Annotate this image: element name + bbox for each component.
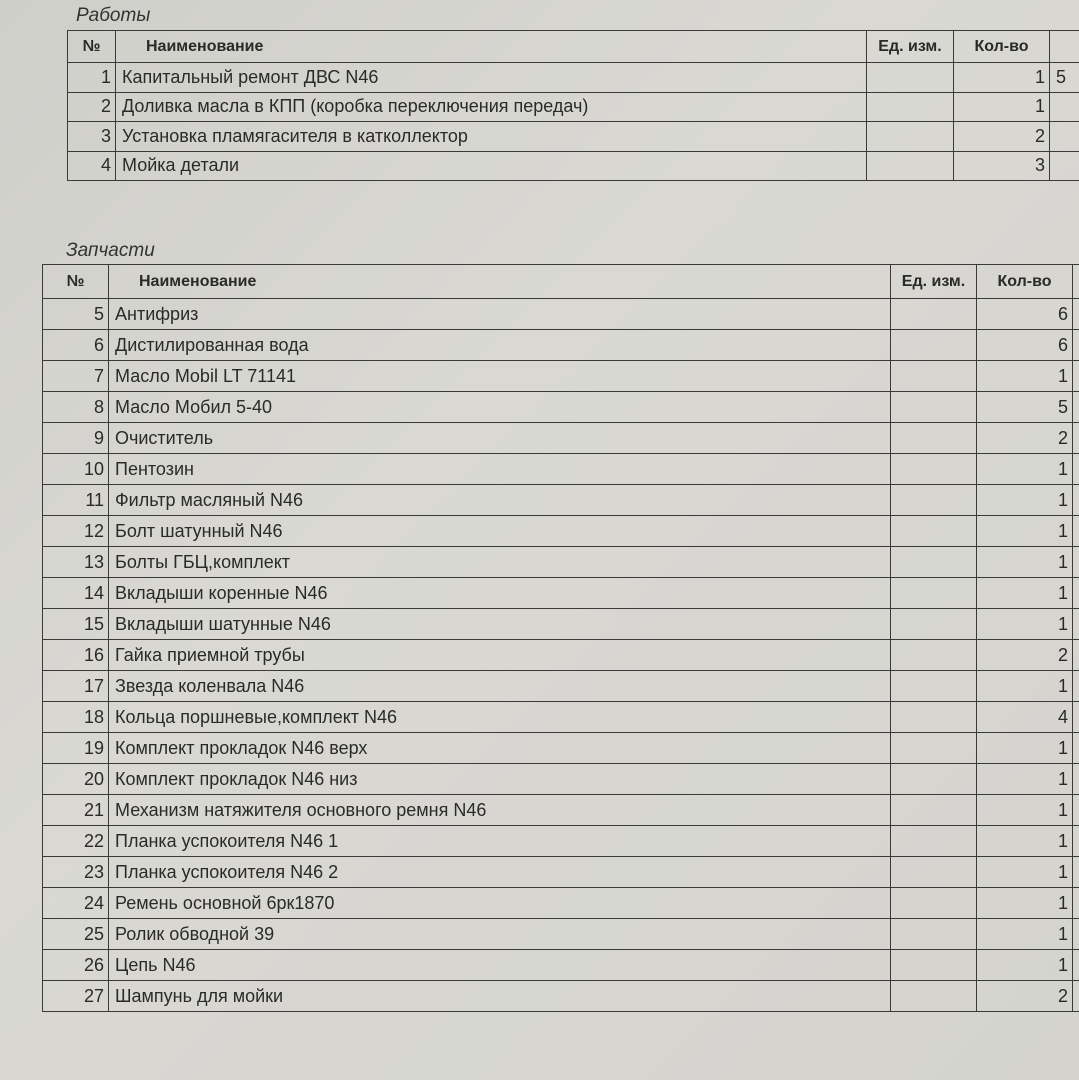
parts-row-unit bbox=[891, 702, 977, 733]
parts-row-qty: 4 bbox=[977, 702, 1073, 733]
parts-row-qty: 1 bbox=[977, 919, 1073, 950]
works-header-unit: Ед. изм. bbox=[867, 31, 954, 63]
parts-row-unit bbox=[891, 361, 977, 392]
parts-row-extra bbox=[1073, 547, 1079, 578]
parts-row-num: 9 bbox=[43, 423, 109, 454]
parts-row-unit bbox=[891, 950, 977, 981]
works-row-extra bbox=[1050, 92, 1079, 122]
parts-row-extra bbox=[1073, 795, 1079, 826]
parts-row-qty: 1 bbox=[977, 485, 1073, 516]
parts-row-extra bbox=[1073, 671, 1079, 702]
parts-row-name: Планка успокоителя N46 1 bbox=[109, 826, 891, 857]
works-row-num: 3 bbox=[68, 122, 116, 152]
works-row-extra: 5 bbox=[1050, 63, 1079, 93]
parts-section-title: Запчасти bbox=[66, 240, 155, 261]
parts-table-row bbox=[43, 919, 1079, 950]
works-row-unit bbox=[867, 151, 954, 181]
parts-table-row bbox=[43, 640, 1079, 671]
parts-row-num: 19 bbox=[43, 733, 109, 764]
parts-row-name: Комплект прокладок N46 низ bbox=[109, 764, 891, 795]
works-row-name: Мойка детали bbox=[116, 151, 867, 181]
parts-row-num: 11 bbox=[43, 485, 109, 516]
parts-row-unit bbox=[891, 826, 977, 857]
parts-row-extra bbox=[1073, 361, 1079, 392]
parts-row-unit bbox=[891, 640, 977, 671]
works-row-extra bbox=[1050, 122, 1079, 152]
works-table bbox=[67, 30, 1079, 181]
parts-row-extra bbox=[1073, 609, 1079, 640]
parts-row-name: Дистилированная вода bbox=[109, 330, 891, 361]
parts-row-num: 12 bbox=[43, 516, 109, 547]
works-header-name: Наименование bbox=[116, 31, 867, 63]
parts-row-num: 15 bbox=[43, 609, 109, 640]
parts-table-row bbox=[43, 454, 1079, 485]
works-table-row bbox=[68, 151, 1079, 181]
parts-row-unit bbox=[891, 516, 977, 547]
works-table-row bbox=[68, 122, 1079, 152]
parts-table-row bbox=[43, 547, 1079, 578]
parts-table-row bbox=[43, 981, 1079, 1012]
parts-row-unit bbox=[891, 547, 977, 578]
parts-row-extra bbox=[1073, 981, 1079, 1012]
parts-row-extra bbox=[1073, 578, 1079, 609]
parts-table-row bbox=[43, 361, 1079, 392]
parts-row-num: 5 bbox=[43, 299, 109, 330]
parts-row-name: Болты ГБЦ,комплект bbox=[109, 547, 891, 578]
parts-row-extra bbox=[1073, 950, 1079, 981]
parts-row-qty: 2 bbox=[977, 981, 1073, 1012]
parts-row-name: Шампунь для мойки bbox=[109, 981, 891, 1012]
works-header-row bbox=[68, 31, 1079, 63]
parts-row-unit bbox=[891, 764, 977, 795]
parts-row-num: 16 bbox=[43, 640, 109, 671]
parts-row-unit bbox=[891, 671, 977, 702]
parts-row-qty: 6 bbox=[977, 299, 1073, 330]
parts-header-row bbox=[43, 265, 1079, 299]
parts-row-name: Кольца поршневые,комплект N46 bbox=[109, 702, 891, 733]
parts-row-qty: 2 bbox=[977, 423, 1073, 454]
works-row-unit bbox=[867, 92, 954, 122]
parts-row-qty: 1 bbox=[977, 516, 1073, 547]
parts-row-extra bbox=[1073, 299, 1079, 330]
parts-row-name: Пентозин bbox=[109, 454, 891, 485]
parts-row-extra bbox=[1073, 423, 1079, 454]
parts-table bbox=[42, 264, 1079, 1012]
parts-row-num: 14 bbox=[43, 578, 109, 609]
parts-row-qty: 1 bbox=[977, 361, 1073, 392]
works-row-unit bbox=[867, 63, 954, 93]
parts-row-qty: 1 bbox=[977, 795, 1073, 826]
parts-row-unit bbox=[891, 609, 977, 640]
parts-row-extra bbox=[1073, 919, 1079, 950]
parts-table-row bbox=[43, 299, 1079, 330]
works-row-qty: 3 bbox=[954, 151, 1050, 181]
parts-row-num: 18 bbox=[43, 702, 109, 733]
works-header-num: № bbox=[68, 31, 116, 63]
parts-header-name: Наименование bbox=[109, 265, 891, 299]
parts-row-qty: 1 bbox=[977, 547, 1073, 578]
parts-table-row bbox=[43, 795, 1079, 826]
parts-row-qty: 1 bbox=[977, 826, 1073, 857]
parts-table-row bbox=[43, 857, 1079, 888]
parts-row-name: Вкладыши шатунные N46 bbox=[109, 609, 891, 640]
parts-row-qty: 1 bbox=[977, 609, 1073, 640]
parts-table-row bbox=[43, 888, 1079, 919]
parts-header-extra bbox=[1073, 265, 1079, 299]
parts-row-qty: 1 bbox=[977, 857, 1073, 888]
parts-row-num: 24 bbox=[43, 888, 109, 919]
parts-row-name: Гайка приемной трубы bbox=[109, 640, 891, 671]
parts-row-extra bbox=[1073, 888, 1079, 919]
parts-row-extra bbox=[1073, 826, 1079, 857]
parts-row-qty: 1 bbox=[977, 578, 1073, 609]
parts-row-qty: 1 bbox=[977, 454, 1073, 485]
parts-row-name: Масло Мобил 5-40 bbox=[109, 392, 891, 423]
parts-row-extra bbox=[1073, 516, 1079, 547]
works-table-row bbox=[68, 92, 1079, 122]
parts-row-extra bbox=[1073, 764, 1079, 795]
parts-table-row bbox=[43, 733, 1079, 764]
works-row-name: Установка пламягасителя в катколлектор bbox=[116, 122, 867, 152]
parts-row-name: Ролик обводной 39 bbox=[109, 919, 891, 950]
parts-row-num: 20 bbox=[43, 764, 109, 795]
works-row-extra bbox=[1050, 151, 1079, 181]
parts-row-qty: 1 bbox=[977, 888, 1073, 919]
works-row-num: 1 bbox=[68, 63, 116, 93]
parts-row-qty: 1 bbox=[977, 950, 1073, 981]
parts-row-unit bbox=[891, 485, 977, 516]
parts-row-unit bbox=[891, 795, 977, 826]
parts-row-qty: 6 bbox=[977, 330, 1073, 361]
parts-table-row bbox=[43, 423, 1079, 454]
parts-row-unit bbox=[891, 733, 977, 764]
parts-row-name: Цепь N46 bbox=[109, 950, 891, 981]
parts-row-extra bbox=[1073, 640, 1079, 671]
parts-row-name: Масло Mobil LT 71141 bbox=[109, 361, 891, 392]
parts-row-unit bbox=[891, 454, 977, 485]
works-row-num: 2 bbox=[68, 92, 116, 122]
parts-row-num: 13 bbox=[43, 547, 109, 578]
parts-table-row bbox=[43, 578, 1079, 609]
parts-header-num: № bbox=[43, 265, 109, 299]
parts-row-num: 27 bbox=[43, 981, 109, 1012]
parts-row-unit bbox=[891, 578, 977, 609]
parts-header-unit: Ед. изм. bbox=[891, 265, 977, 299]
parts-row-num: 7 bbox=[43, 361, 109, 392]
parts-row-unit bbox=[891, 392, 977, 423]
works-row-qty: 2 bbox=[954, 122, 1050, 152]
works-table-row bbox=[68, 63, 1079, 93]
parts-row-extra bbox=[1073, 454, 1079, 485]
parts-row-qty: 5 bbox=[977, 392, 1073, 423]
parts-row-name: Ремень основной 6рк1870 bbox=[109, 888, 891, 919]
parts-row-unit bbox=[891, 919, 977, 950]
parts-row-extra bbox=[1073, 733, 1079, 764]
parts-table-row bbox=[43, 392, 1079, 423]
parts-row-num: 21 bbox=[43, 795, 109, 826]
works-header-extra bbox=[1050, 31, 1079, 63]
parts-row-extra bbox=[1073, 857, 1079, 888]
parts-row-name: Очиститель bbox=[109, 423, 891, 454]
parts-row-name: Антифриз bbox=[109, 299, 891, 330]
works-row-qty: 1 bbox=[954, 92, 1050, 122]
parts-row-unit bbox=[891, 423, 977, 454]
parts-row-num: 23 bbox=[43, 857, 109, 888]
parts-row-num: 6 bbox=[43, 330, 109, 361]
works-row-num: 4 bbox=[68, 151, 116, 181]
parts-row-num: 10 bbox=[43, 454, 109, 485]
parts-row-unit bbox=[891, 857, 977, 888]
parts-row-extra bbox=[1073, 485, 1079, 516]
works-row-name: Доливка масла в КПП (коробка переключения передач) bbox=[116, 92, 867, 122]
parts-row-qty: 1 bbox=[977, 733, 1073, 764]
works-row-qty: 1 bbox=[954, 63, 1050, 93]
parts-row-num: 22 bbox=[43, 826, 109, 857]
parts-table-row bbox=[43, 671, 1079, 702]
parts-row-unit bbox=[891, 981, 977, 1012]
parts-row-name: Планка успокоителя N46 2 bbox=[109, 857, 891, 888]
parts-row-extra bbox=[1073, 392, 1079, 423]
parts-row-name: Комплект прокладок N46 верх bbox=[109, 733, 891, 764]
parts-header-qty: Кол-во bbox=[977, 265, 1073, 299]
parts-table-row bbox=[43, 950, 1079, 981]
parts-row-num: 17 bbox=[43, 671, 109, 702]
parts-row-num: 25 bbox=[43, 919, 109, 950]
parts-row-num: 26 bbox=[43, 950, 109, 981]
parts-row-extra bbox=[1073, 330, 1079, 361]
parts-row-name: Звезда коленвала N46 bbox=[109, 671, 891, 702]
works-row-unit bbox=[867, 122, 954, 152]
parts-row-extra bbox=[1073, 702, 1079, 733]
parts-table-row bbox=[43, 330, 1079, 361]
parts-row-qty: 2 bbox=[977, 640, 1073, 671]
works-header-qty: Кол-во bbox=[954, 31, 1050, 63]
parts-table-row bbox=[43, 826, 1079, 857]
works-section-title: Работы bbox=[76, 5, 151, 26]
works-row-name: Капитальный ремонт ДВС N46 bbox=[116, 63, 867, 93]
parts-table-row bbox=[43, 609, 1079, 640]
parts-row-unit bbox=[891, 299, 977, 330]
parts-row-name: Фильтр масляный N46 bbox=[109, 485, 891, 516]
parts-row-name: Болт шатунный N46 bbox=[109, 516, 891, 547]
parts-row-name: Механизм натяжителя основного ремня N46 bbox=[109, 795, 891, 826]
parts-row-unit bbox=[891, 888, 977, 919]
parts-table-row bbox=[43, 516, 1079, 547]
parts-table-row bbox=[43, 764, 1079, 795]
parts-table-row bbox=[43, 702, 1079, 733]
parts-row-qty: 1 bbox=[977, 764, 1073, 795]
parts-row-qty: 1 bbox=[977, 671, 1073, 702]
parts-row-num: 8 bbox=[43, 392, 109, 423]
parts-table-row bbox=[43, 485, 1079, 516]
parts-row-name: Вкладыши коренные N46 bbox=[109, 578, 891, 609]
parts-row-unit bbox=[891, 330, 977, 361]
